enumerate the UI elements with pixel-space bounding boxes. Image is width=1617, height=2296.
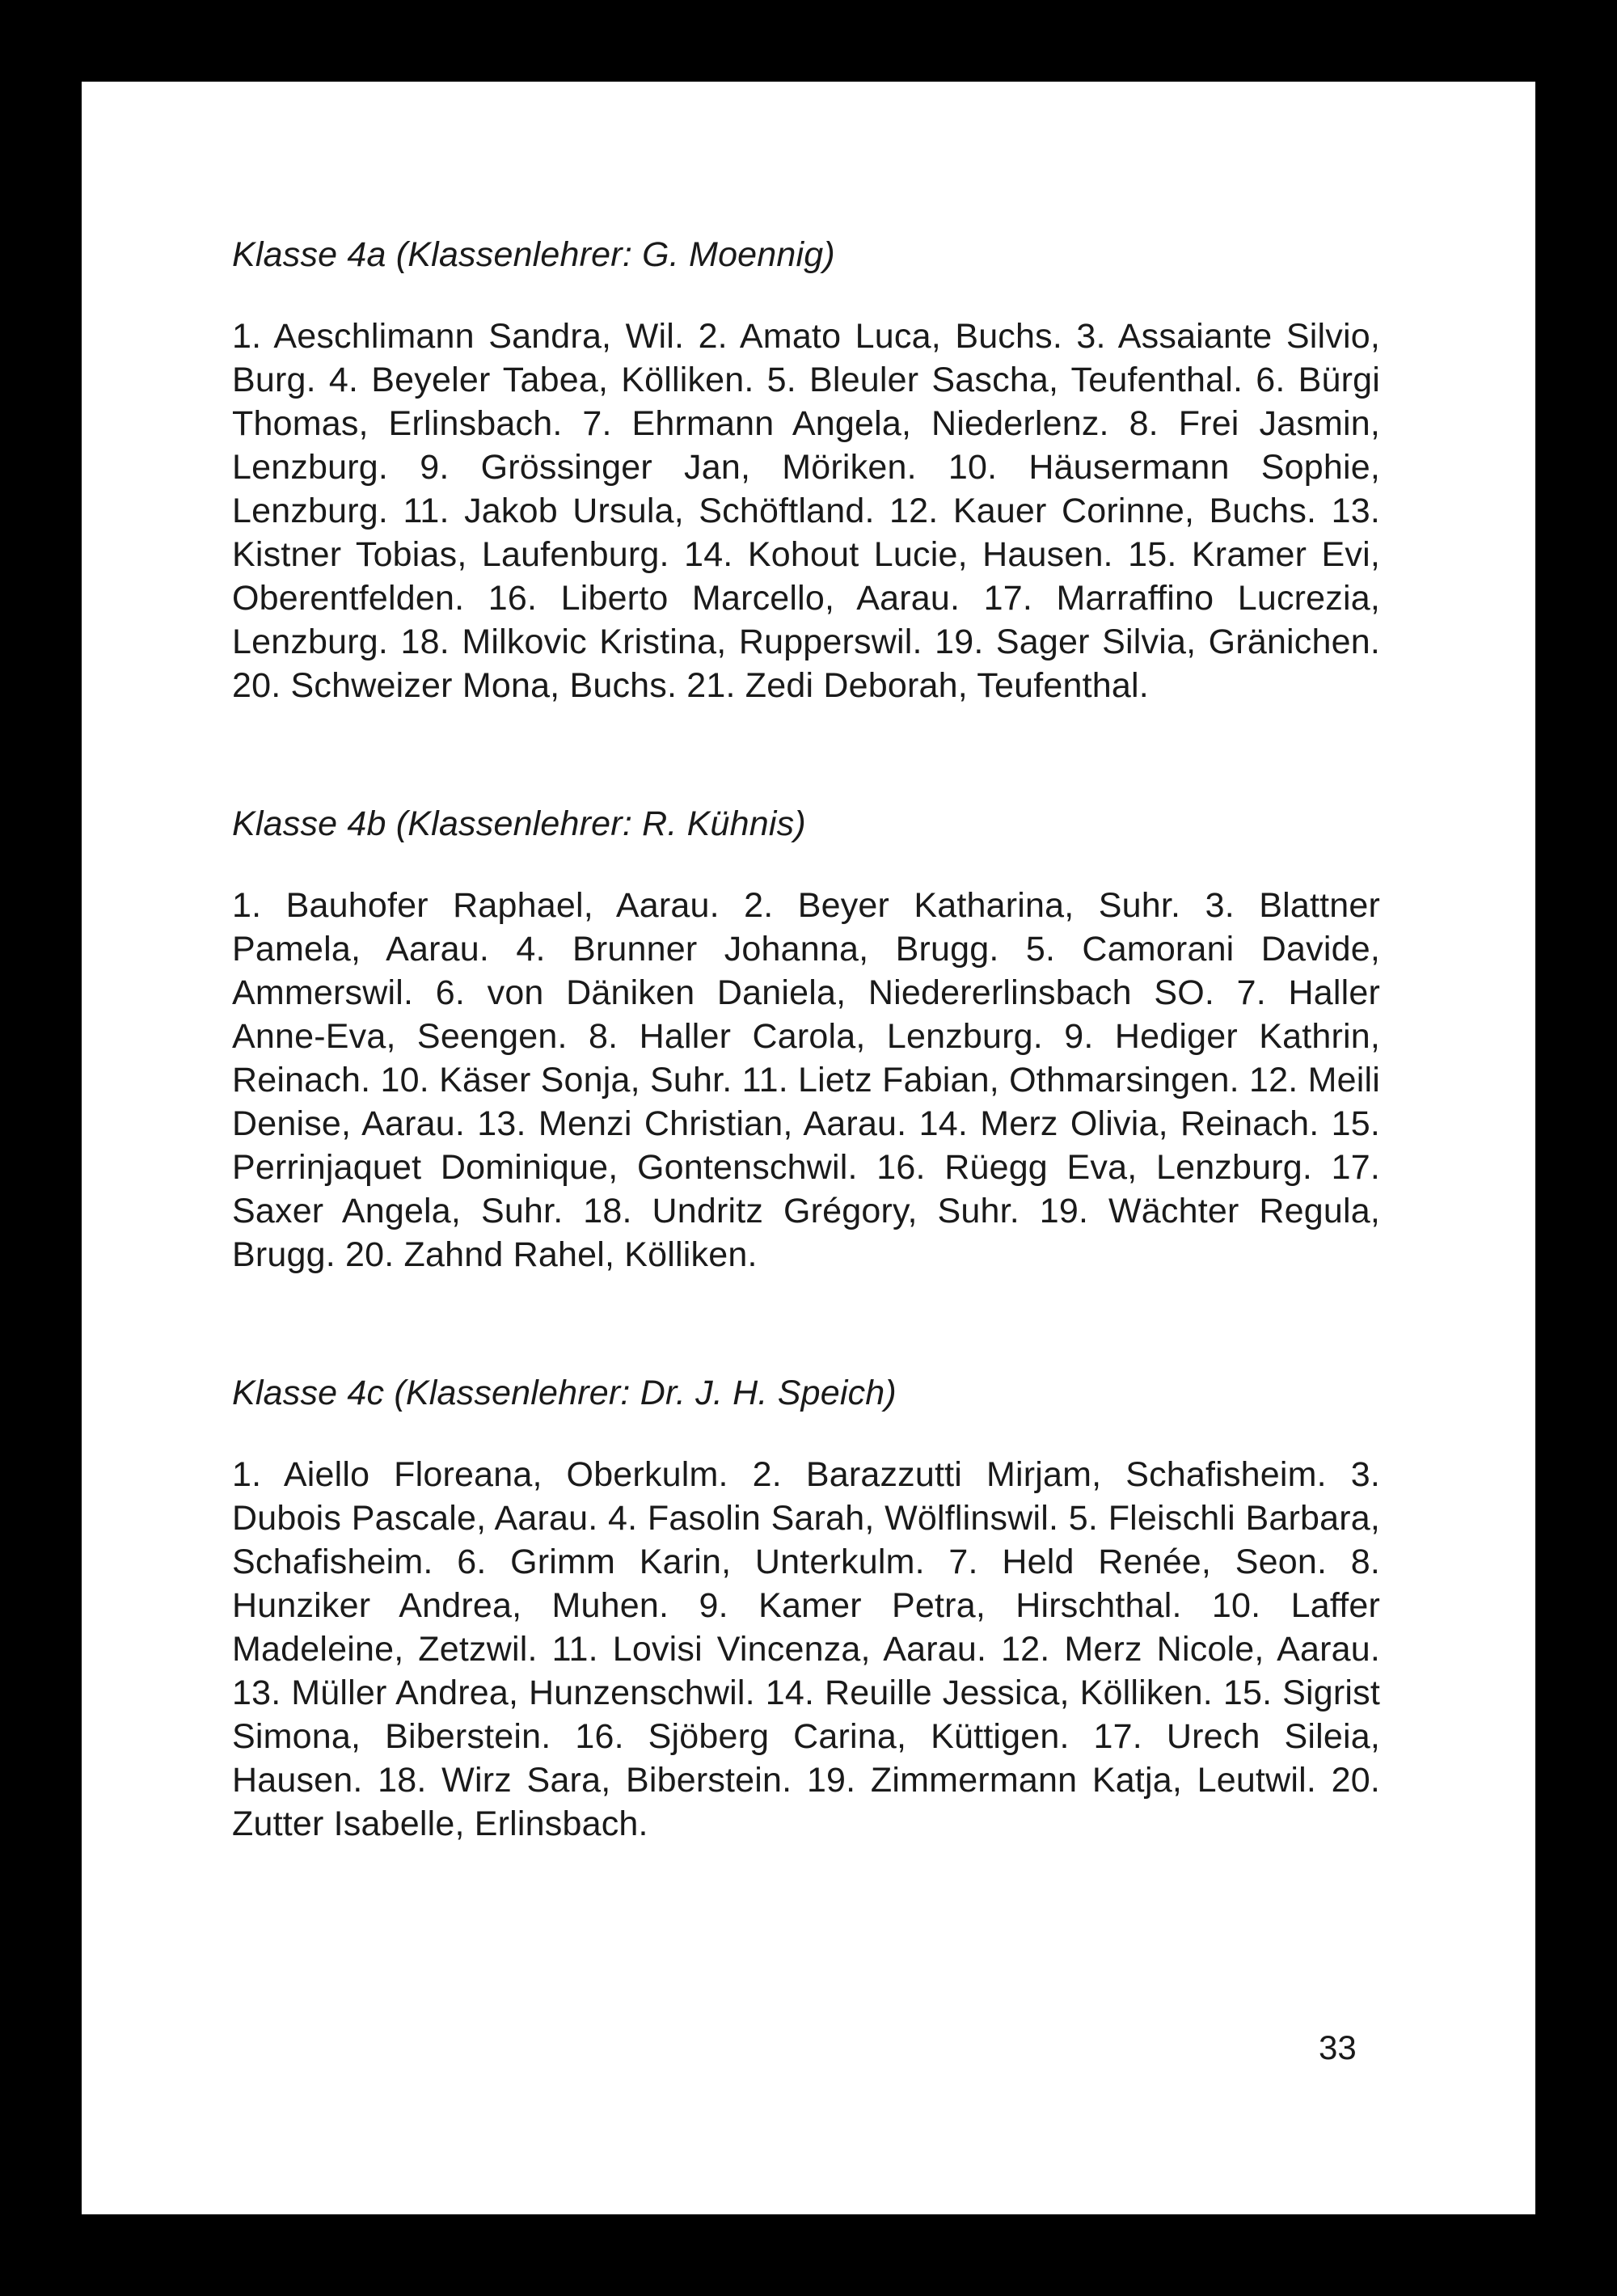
- page-content: [232, 234, 1380, 1846]
- student-list-4a: 1. Aeschlimann Sandra, Wil. 2. Amato Luca, Buchs. 3. Assaiante Silvio, Burg. 4. Beyeler Tabea, Kölliken. 5. Bleuler Sascha, Teufenthal. 6. Bürgi Thomas, Erlinsbach. 7. Ehrmann Angela, Niederlenz. 8. Frei Jasmin, Lenzburg. 9. Grössinger Jan, Möriken. 10. Häusermann Sophie, Lenzburg. 11. Jakob Ursula, Schöftland. 12. Kauer Corinne, Buchs. 13. Kistner Tobias, Laufenburg. 14. Kohout Lucie, Hausen. 15. Kramer Evi, Oberentfelden. 16. Liberto Marcello, Aarau. 17. Marraffino Lucrezia, Lenzburg. 18. Milkovic Kristina, Rupperswil. 19. Sager Silvia, Gränichen. 20. Schweizer Mona, Buchs. 21. Zedi Deborah, Teufenthal.: [232, 317, 1380, 705]
- section-klasse-4c: [232, 1372, 1380, 1846]
- page-number: 33: [1319, 2028, 1357, 2066]
- section-heading-4a: Klasse 4a (Klassenlehrer: G. Moennig): [232, 235, 835, 274]
- student-list-4b: 1. Bauhofer Raphael, Aarau. 2. Beyer Katharina, Suhr. 3. Blattner Pamela, Aarau. 4. Brunner Johanna, Brugg. 5. Camorani Davide, Ammerswil. 6. von Däniken Daniela, Niedererlinsbach SO. 7. Haller Anne-Eva, Seengen. 8. Haller Carola, Lenzburg. 9. Hediger Kathrin, Reinach. 10. Käser Sonja, Suhr. 11. Lietz Fabian, Othmarsingen. 12. Meili Denise, Aarau. 13. Menzi Christian, Aarau. 14. Merz Olivia, Reinach. 15. Perrinjaquet Dominique, Gontenschwil. 16. Rüegg Eva, Lenzburg. 17. Saxer Angela, Suhr. 18. Undritz Grégory, Suhr. 19. Wächter Regula, Brugg. 20. Zahnd Rahel, Kölliken.: [232, 886, 1380, 1274]
- section-heading-4b: Klasse 4b (Klassenlehrer: R. Kühnis): [232, 804, 806, 843]
- document-page: [82, 82, 1535, 2214]
- section-klasse-4b: [232, 803, 1380, 1277]
- student-list-4c: 1. Aiello Floreana, Oberkulm. 2. Barazzutti Mirjam, Schafisheim. 3. Dubois Pascale, Aarau. 4. Fasolin Sarah, Wölflinswil. 5. Fleischli Barbara, Schafisheim. 6. Grimm Karin, Unterkulm. 7. Held Renée, Seon. 8. Hunziker Andrea, Muhen. 9. Kamer Petra, Hirschthal. 10. Laffer Madeleine, Zetzwil. 11. Lovisi Vincenza, Aarau. 12. Merz Nicole, Aarau. 13. Müller Andrea, Hunzenschwil. 14. Reuille Jessica, Kölliken. 15. Sigrist Simona, Biberstein. 16. Sjöberg Carina, Küttigen. 17. Urech Sileia, Hausen. 18. Wirz Sara, Biberstein. 19. Zimmermann Katja, Leutwil. 20. Zutter Isabelle, Erlinsbach.: [232, 1455, 1380, 1843]
- section-klasse-4a: [232, 234, 1380, 707]
- section-heading-4c: Klasse 4c (Klassenlehrer: Dr. J. H. Speich): [232, 1374, 897, 1412]
